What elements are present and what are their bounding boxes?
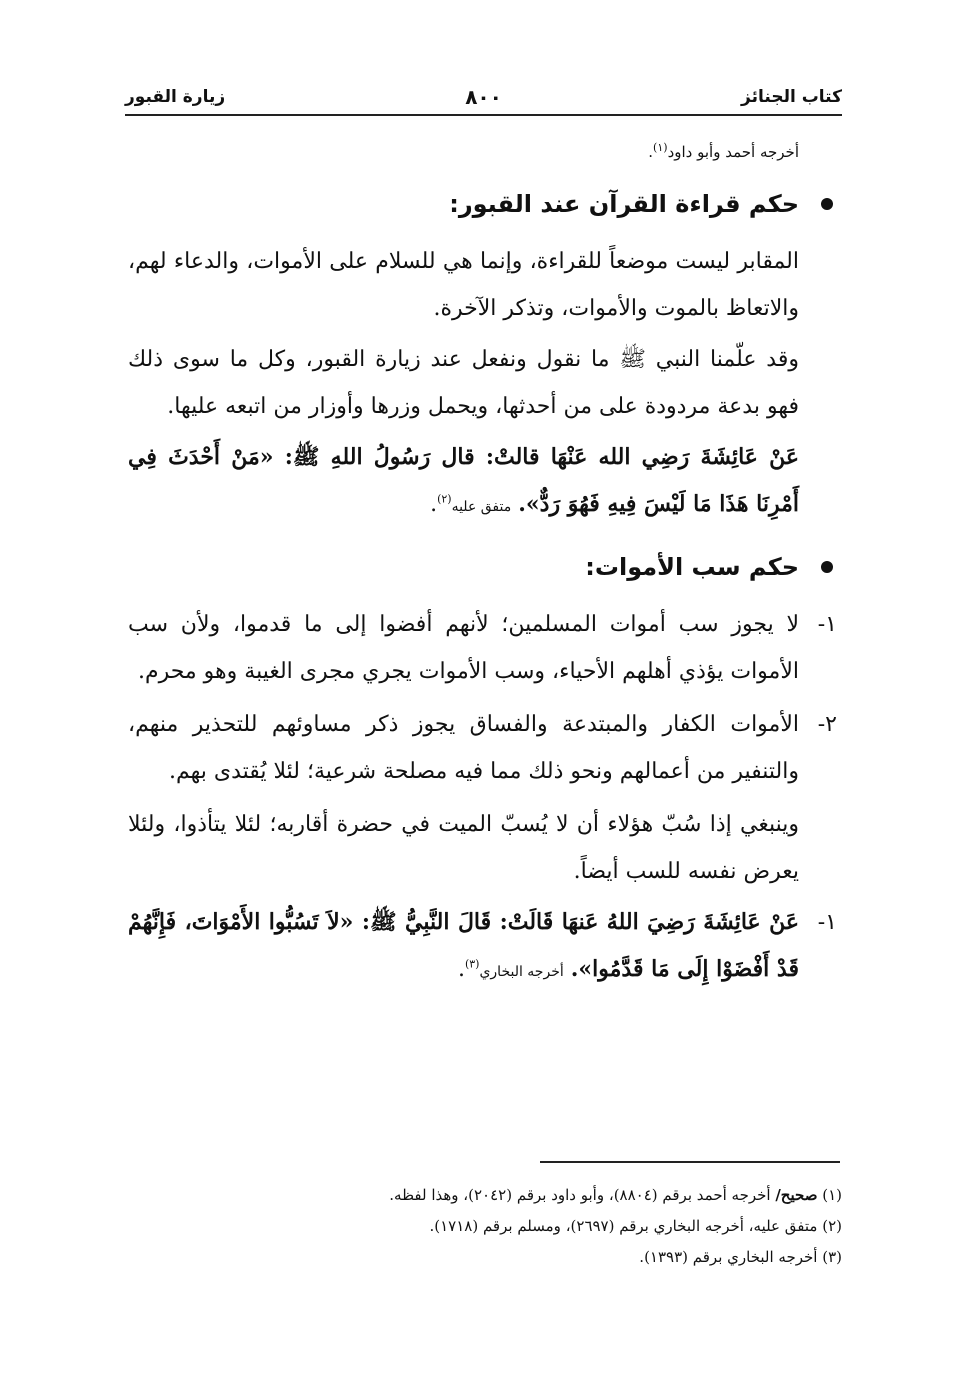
- footnote-text: متفق عليه، أخرجه البخاري برقم (٢٦٩٧)، ومسلم برقم (١٧١٨).: [429, 1217, 823, 1235]
- hadith-paragraph: [128, 434, 799, 531]
- intro-end: .: [648, 143, 654, 161]
- footnote-marker: (١): [822, 1186, 842, 1204]
- intro-text: أخرجه أحمد وأبو داود: [667, 143, 799, 161]
- item-text: الأموات الكفار والمبتدعة والفساق يجوز ذكر مساوئهم للتحذير منهم، والتنفير من أعمالهم ونحو ذلك مما فيه مصلحة شرعية؛ لئلا يُقتدى بهم.: [128, 712, 799, 784]
- hadith-citation: متفق عليه: [451, 499, 512, 515]
- item-number: ١-: [817, 612, 837, 637]
- section-title: زيارة القبور: [125, 87, 226, 107]
- footnote-1: [150, 1180, 842, 1211]
- hadith-item-1: [128, 899, 837, 996]
- intro-line: [128, 140, 799, 164]
- footnote-text: أخرجه البخاري برقم (١٣٩٣).: [639, 1248, 823, 1266]
- footnote-2: [150, 1211, 842, 1242]
- header-rule: [125, 114, 842, 116]
- footnote-3: [150, 1242, 842, 1273]
- bullet-icon: [821, 561, 833, 573]
- footnote-ref-3[interactable]: (٣): [464, 957, 480, 971]
- page-number: ٨٠٠: [465, 85, 502, 109]
- footnote-text: أخرجه أحمد برقم (٨٨٠٤)، وأبو داود برقم (٢٠٤٢)، وهذا لفظه.: [389, 1186, 776, 1204]
- footnote-rule: [540, 1161, 840, 1163]
- paragraph: المقابر ليست موضعاً للقراءة، وإنما هي للسلام على الأموات، والدعاء لهم، والاتعاظ بالموت والأموات، وتذكر الآخرة.: [128, 249, 799, 321]
- footnote-grade: صحيح/: [775, 1186, 818, 1204]
- item-number: ١-: [817, 910, 837, 935]
- heading-insulting-dead: [128, 545, 799, 589]
- numbered-item-1: [128, 601, 837, 695]
- running-header: [125, 82, 842, 112]
- footnotes: [150, 1180, 842, 1273]
- chapter-title: كتاب الجنائز: [741, 87, 842, 107]
- footnote-ref-1[interactable]: (١): [653, 141, 668, 154]
- hadith-text: عَنْ عَائِشَةَ رَضِي الله عَنْهَا قالتْ: قال رَسُولُ اللهِ ﷺ: «مَنْ أَحْدَثَ فِي أَمْرِنَا هَذَا مَا لَيْسَ فِيهِ فَهُوَ رَدٌّ».: [128, 444, 799, 517]
- footnote-marker: (٣): [822, 1248, 842, 1266]
- bullet-icon: [821, 198, 833, 210]
- main-content: [128, 140, 837, 996]
- paragraph: وينبغي إذا سُبّ هؤلاء أن لا يُسبّ الميت في حضرة أقاربه؛ لئلا يتأذوا، ولئلا يعرض نفسه للسب أيضاً.: [128, 812, 799, 884]
- hadith-citation: أخرجه البخاري: [479, 964, 564, 980]
- paragraph: وقد علّمنا النبي ﷺ ما نقول ونفعل عند زيارة القبور، وكل ما سوى ذلك فهو بدعة مردودة على من أحدثها، ويحمل وزرها وأوزار من اتبعه عليها.: [128, 347, 799, 419]
- heading-text: حكم سب الأموات:: [585, 553, 799, 581]
- item-text: لا يجوز سب أموات المسلمين؛ لأنهم أفضوا إلى ما قدموا، ولأن سب الأموات يؤذي أهلهم الأحياء، وسب الأموات يجري مجرى الغيبة وهو محرم.: [128, 612, 799, 684]
- footnote-marker: (٢): [822, 1217, 842, 1235]
- item-number: ٢-: [817, 712, 837, 737]
- heading-quran-reading: [128, 182, 799, 226]
- hadith-end: .: [457, 957, 465, 982]
- footnote-ref-2[interactable]: (٢): [437, 492, 452, 506]
- numbered-item-2: [128, 701, 837, 795]
- hadith-end: .: [430, 492, 438, 517]
- hadith-text: عَنْ عَائِشَةَ رَضِيَ اللهُ عَنهَا قَالَتْ: قَالَ النَّبِيُّ ﷺ: «لاَ تَسُبُّوا الأَمْوَاتَ، فَإِنَّهُمْ قَدْ أَفْضَوْا إِلَى مَا قَدَّمُوا».: [128, 909, 799, 982]
- heading-text: حكم قراءة القرآن عند القبور:: [449, 190, 799, 218]
